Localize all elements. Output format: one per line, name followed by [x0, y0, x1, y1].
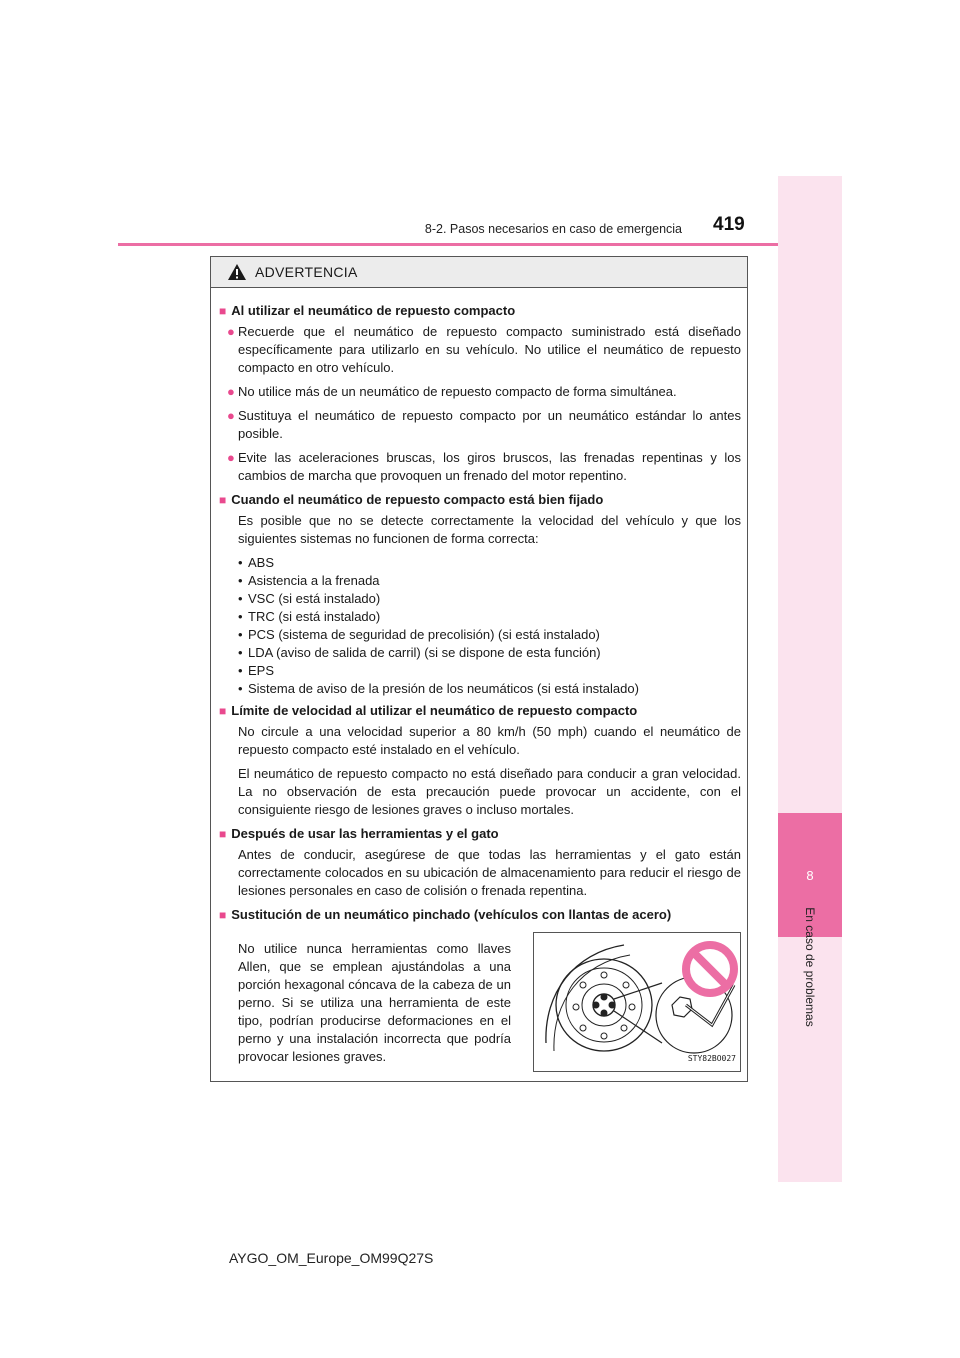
- list-item: ● Sustituya el neumático de repuesto compacto por un neumático estándar lo antes posible.: [227, 408, 741, 441]
- list-item: • Sistema de aviso de la presión de los neumáticos (si está instalado): [238, 680, 741, 698]
- list-item: ● Evite las aceleraciones bruscas, los giros bruscos, las frenadas repentinas y los cambios de marcha que provoquen un frenado del motor repentino.: [227, 450, 741, 483]
- warning-header: [211, 257, 747, 288]
- paragraph: El neumático de repuesto compacto no está diseñado para conducir a gran velocidad. La no observación de esta precaución puede provocar un accidente, con el consiguiente riesgo de lesiones graves o incluso mortales.: [238, 766, 741, 817]
- list-item: • EPS: [238, 662, 741, 680]
- list-item: • TRC (si está instalado): [238, 608, 741, 626]
- section-heading: ■ Sustitución de un neumático pinchado (vehículos con llantas de acero): [219, 907, 672, 922]
- document-code: AYGO_OM_Europe_OM99Q27S: [229, 1250, 434, 1266]
- warning-triangle-icon: [227, 263, 247, 281]
- system-list: [219, 554, 741, 698]
- side-tab: [778, 176, 842, 1182]
- list-item: • ABS: [238, 554, 741, 572]
- paragraph: Es posible que no se detecte correctamente la velocidad del vehículo y que los siguientes sistemas no funcionen de forma correcta:: [238, 513, 741, 546]
- square-bullet-icon: ■: [219, 304, 227, 318]
- list-item: ● No utilice más de un neumático de repuesto compacto de forma simultánea.: [227, 384, 677, 399]
- circle-bullet-icon: ●: [227, 324, 235, 339]
- warning-body: [211, 288, 747, 1072]
- section-heading: ■ Al utilizar el neumático de repuesto compacto: [219, 303, 516, 318]
- section-title: 8-2. Pasos necesarios en caso de emergencia: [424, 222, 682, 236]
- warning-box: [210, 256, 748, 1082]
- circle-bullet-icon: ●: [227, 408, 235, 423]
- circle-bullet-icon: ●: [227, 450, 235, 465]
- chapter-number: 8: [778, 813, 842, 937]
- section-heading: ■ Después de usar las herramientas y el gato: [219, 826, 499, 841]
- square-bullet-icon: ■: [219, 908, 227, 922]
- section-heading: ■ Cuando el neumático de repuesto compacto está bien fijado: [219, 492, 604, 507]
- warning-title: ADVERTENCIA: [255, 264, 358, 280]
- square-bullet-icon: ■: [219, 704, 227, 718]
- header-rule: [118, 243, 778, 246]
- wheel-wrench-illustration: [533, 932, 741, 1072]
- page-number: 419: [713, 214, 745, 235]
- figure-code: STY82BO027: [687, 1054, 736, 1063]
- paragraph: No utilice nunca herramientas como llaves Allen, que se emplean ajustándolas a una porción hexagonal cóncava de la cabeza de un perno. Si se utiliza una herramienta de este tipo, podrían producirse deformaciones en el perno y una instalación incorrecta que podría provocar lesiones graves.: [238, 941, 511, 1064]
- paragraph: No circule a una velocidad superior a 80 km/h (50 mph) cuando el neumático de repuesto compacto esté instalado en el vehículo.: [238, 724, 741, 757]
- paragraph: Antes de conducir, asegúrese de que todas las herramientas y el gato están correctamente colocados en su ubicación de almacenamiento para reducir el riesgo de lesiones personales en caso de colisión o frenada repentina.: [238, 847, 741, 898]
- list-item: • VSC (si está instalado): [238, 590, 741, 608]
- circle-bullet-icon: ●: [227, 384, 235, 399]
- section-heading: ■ Límite de velocidad al utilizar el neumático de repuesto compacto: [219, 703, 638, 718]
- list-item: • PCS (sistema de seguridad de precolisión) (si está instalado): [238, 626, 741, 644]
- list-item: • LDA (aviso de salida de carril) (si se dispone de esta función): [238, 644, 741, 662]
- final-section-row: [219, 932, 741, 1072]
- list-item: ● Recuerde que el neumático de repuesto compacto suministrado está diseñado específicamente para utilizarlo en su vehículo. No utilice el neumático de repuesto compacto en otro vehículo.: [227, 324, 741, 375]
- list-item: • Asistencia a la frenada: [238, 572, 741, 590]
- square-bullet-icon: ■: [219, 827, 227, 841]
- square-bullet-icon: ■: [219, 493, 227, 507]
- chapter-title: En caso de problemas: [803, 907, 817, 1027]
